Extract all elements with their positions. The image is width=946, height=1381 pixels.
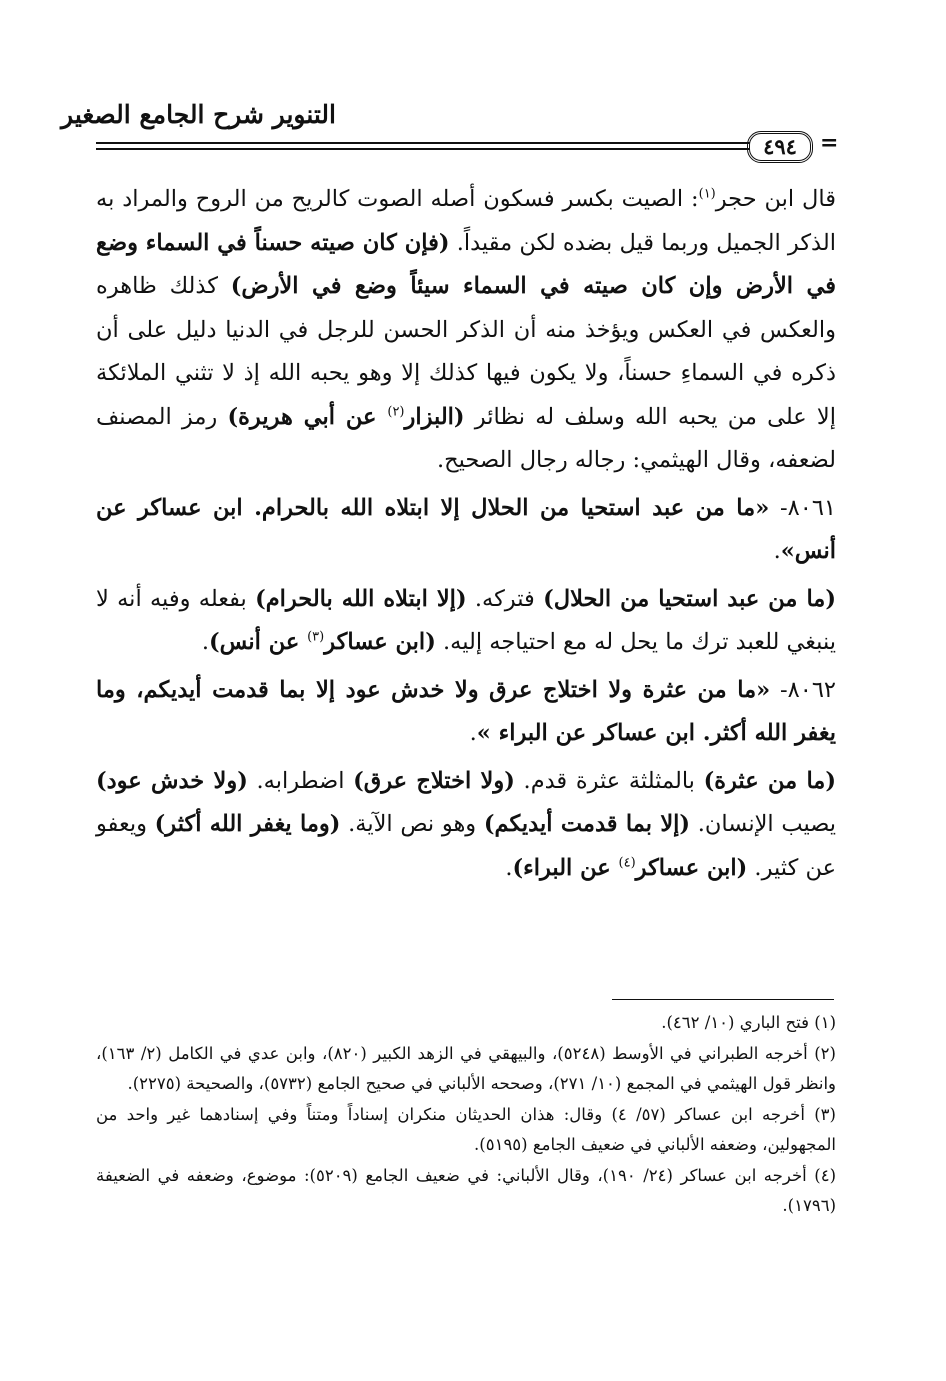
quoted-hadith-text: (وما يغفر الله أكثر) [154, 811, 341, 837]
paragraph-commentary-1 [96, 178, 836, 483]
source-citation: (البزار [404, 403, 465, 430]
footnote-ref-3[interactable]: (٣) [307, 629, 325, 645]
footnote-separator [612, 999, 834, 1000]
text-run: . [773, 538, 781, 564]
hadith-8061 [96, 487, 836, 574]
text-run: ويعفو عن كثير. [96, 811, 836, 881]
quoted-hadith-text: (إلا ابتلاه الله بالحرام) [255, 585, 467, 612]
text-run: كذلك ظاهره والعكس في العكس ويؤخذ منه أن الذكر الحسن للرجل في الدنيا دليل على أن ذكره في السماءِ حسناً، ولا يكون فيها كذلك إلا وهو يحبه الله إذ لا تثني الملائكة إلا على من يحبه الله وسلف له نظائر [96, 273, 837, 430]
header-ornament: = [820, 130, 839, 156]
hadith-text: «ما من عبد استحيا من الحلال إلا ابتلاه الله بالحرام. ابن عساكر عن أنس» [96, 494, 836, 564]
footnote-2: (٢) أخرجه الطبراني في الأوسط (٥٢٤٨)، والبيهقي في الزهد الكبير (٨٢٠)، وابن عدي في الكامل (٢/ ١٦٣)، وانظر قول الهيثمي في المجمع (١٠/ ٢٧١)، وصححه الألباني في صحيح الجامع (٥٧٣٢)، والصحيحة (٢٢٧٥). [96, 1043, 836, 1093]
text-run: بفعله وفيه أنه لا ينبغي للعبد ترك ما يحل له مع احتياجه إليه. [96, 585, 836, 655]
text-run: قال ابن حجر [715, 186, 836, 212]
text-run: . [201, 629, 210, 655]
quoted-hadith-text: (ما من عثرة) [703, 767, 836, 794]
hadith-8062 [96, 669, 836, 756]
running-title: التنوير شرح الجامع الصغير [61, 100, 336, 129]
footnote-ref-4[interactable]: (٤) [618, 855, 636, 870]
footnote-ref-2[interactable]: (٢) [387, 404, 405, 419]
text-run: اضطرابه. [247, 767, 354, 794]
hadith-number: ٨٠٦٢- [770, 676, 836, 703]
footnotes [96, 1008, 836, 1222]
text-run: وهو نص الآية. [340, 811, 484, 837]
text-run: بالمثلثة عثرة قدم. [514, 767, 704, 794]
main-text [96, 178, 836, 890]
hadith-number: ٨٠٦١- [769, 494, 836, 521]
source-citation: (ابن عساكر [324, 629, 436, 655]
paragraph-commentary-3 [96, 760, 836, 891]
footnote-4: (٤) أخرجه ابن عساكر (٢٤/ ١٩٠)، وقال الألباني: في ضعيف الجامع (٥٢٠٩): موضوع، وضعفه في الضعيفة (١٧٩٦). [96, 1165, 836, 1215]
footnote-1: (١) فتح الباري (١٠/ ٤٦٢). [661, 1013, 836, 1032]
text-run: . [505, 854, 513, 881]
text-run: . [469, 720, 477, 746]
quoted-hadith-text: (إلا بما قدمت أيديكم) [483, 811, 691, 837]
text-run: : الصيت بكسر فسكون أصله الصوت كالريح من الروح والمراد به الذكر الجميل وربما قيل بضده لكن مقيداً. [96, 186, 836, 256]
source-citation: عن أبي هريرة) [227, 403, 388, 430]
footnote-ref-1[interactable]: (١) [698, 186, 716, 202]
text-run: يصيب الإنسان. [690, 811, 837, 837]
paragraph-commentary-2 [96, 578, 836, 665]
quoted-hadith-text: (ما من عبد استحيا من الحلال) [543, 585, 836, 612]
source-citation: (ابن عساكر [635, 854, 748, 881]
page-number: ٤٩٤ [747, 131, 813, 163]
source-citation: عن البراء) [512, 854, 619, 881]
quoted-hadith-text: (ولا خدش عود) [96, 767, 248, 794]
footnote-3: (٣) أخرجه ابن عساكر (٥٧/ ٤) وقال: هذان الحديثان منكران إسناداً ومتناً وفي إسنادهما غير واحد من المجهولين، وضعفه الألباني في ضعيف الجامع (٥١٩٥). [96, 1104, 836, 1154]
header-rule-bottom [96, 148, 750, 150]
quoted-hadith-text: (فإن كان صيته حسناً في السماء وضع في الأرض وإن كان صيته في السماء سيئاً وضع في الأرض) [96, 229, 837, 299]
text-run: فتركه. [466, 585, 544, 612]
quoted-hadith-text: (ولا اختلاج عرق) [353, 767, 515, 794]
text-run: رمز المصنف لضعفه، وقال الهيثمي: رجاله رجال الصحيح. [96, 403, 836, 473]
source-citation: عن أنس) [209, 629, 308, 655]
header-rule-top [96, 142, 750, 144]
hadith-text: «ما من عثرة ولا اختلاج عرق ولا خدش عود إلا بما قدمت أيديكم، وما يغفر الله أكثر. ابن عساكر عن البراء » [96, 676, 836, 746]
